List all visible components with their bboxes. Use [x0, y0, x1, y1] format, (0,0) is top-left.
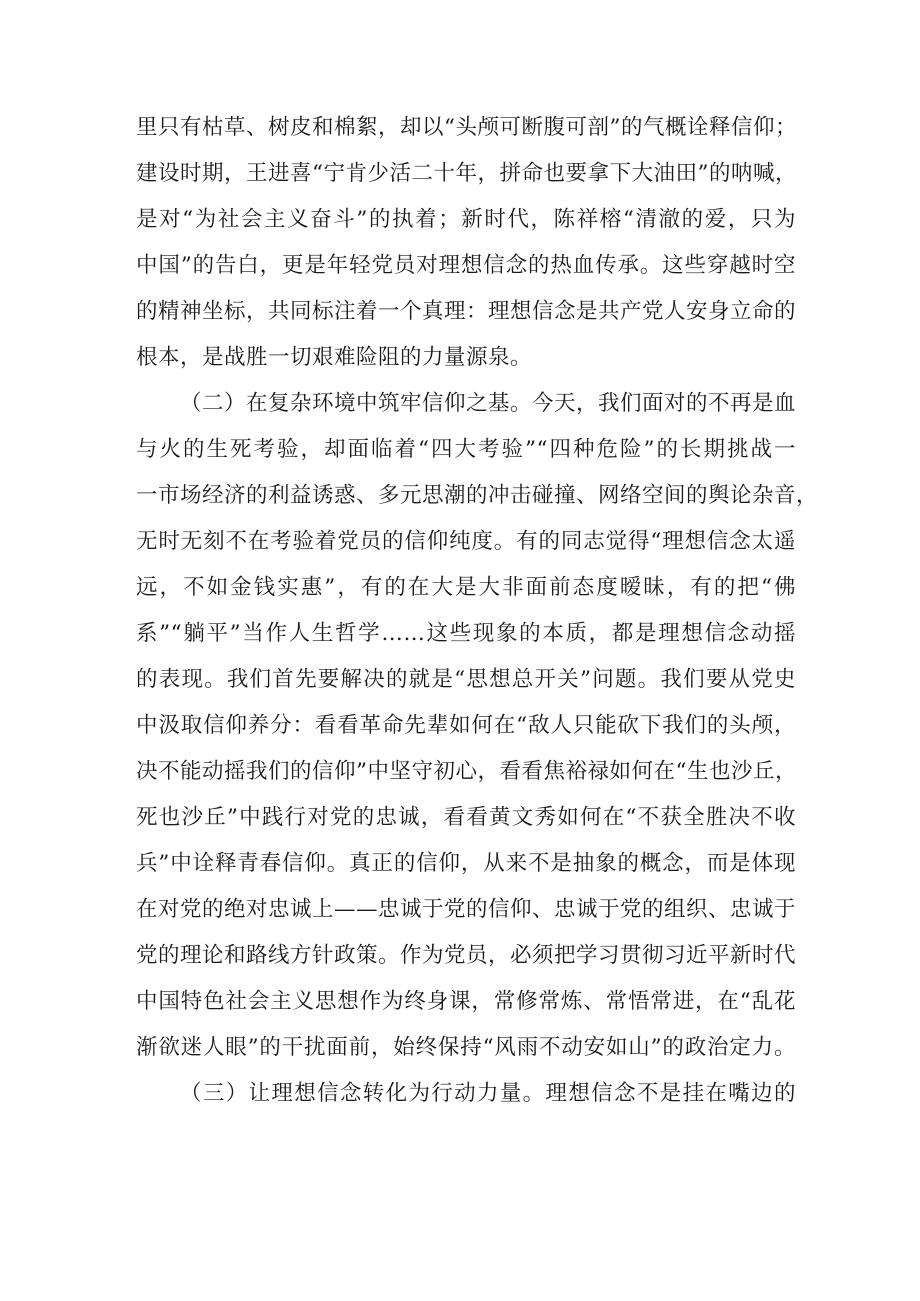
paragraph-2-line-13: 党的理论和路线方针政策。作为党员，必须把学习贯彻习近平新时代 [136, 943, 797, 968]
paragraph-2-line-7: 的表现。我们首先要解决的就是“思想总开关”问题。我们要从党史 [136, 667, 796, 692]
paragraph-2-line-3: 一市场经济的利益诱惑、多元思潮的冲击碰撞、网络空间的舆论杂音， [136, 483, 819, 508]
paragraph-2-line-11: 兵”中诠释青春信仰。真正的信仰，从来不是抽象的概念，而是体现 [136, 851, 796, 876]
paragraph-2-line-4: 无时无刻不在考验着党员的信仰纯度。有的同志觉得“理想信念太遥 [136, 529, 796, 554]
paragraph-2-line-10: 死也沙丘”中践行对党的忠诚，看看黄文秀如何在“不获全胜决不收 [136, 805, 796, 830]
paragraph-2-line-8: 中汲取信仰养分：看看革命先辈如何在“敌人只能砍下我们的头颅， [136, 713, 796, 738]
paragraph-2-line-6: 系”“躺平”当作人生哲学……这些现象的本质，都是理想信念动摇 [136, 621, 796, 646]
paragraph-1-line-3: 是对“为社会主义奋斗”的执着；新时代，陈祥榕“清澈的爱，只为 [136, 207, 796, 232]
paragraph-1-line-1: 里只有枯草、树皮和棉絮，却以“头颅可断腹可剖”的气概诠释信仰； [136, 115, 797, 140]
paragraph-2-heading-line: （二）在复杂环境中筑牢信仰之基。今天，我们面对的不再是血 [180, 391, 797, 416]
paragraph-2-line-14: 中国特色社会主义思想作为终身课，常修常炼、常悟常进，在“乱花 [136, 989, 796, 1014]
paragraph-2-line-12: 在对党的绝对忠诚上——忠诚于党的信仰、忠诚于党的组织、忠诚于 [136, 897, 797, 922]
paragraph-1-line-4: 中国”的告白，更是年轻党员对理想信念的热血传承。这些穿越时空 [136, 253, 796, 278]
paragraph-2-line-2: 与火的生死考验，却面临着“四大考验”“四种危险”的长期挑战一 [136, 437, 796, 462]
paragraph-3-heading-line: （三）让理想信念转化为行动力量。理想信念不是挂在嘴边的 [180, 1081, 796, 1106]
paragraph-1-line-5: 的精神坐标，共同标注着一个真理：理想信念是共产党人安身立命的 [136, 299, 797, 324]
paragraph-1-line-6: 根本，是战胜一切艰难险阻的力量源泉。 [136, 345, 533, 370]
paragraph-1-line-2: 建设时期，王进喜“宁肯少活二十年，拼命也要拿下大油田”的呐喊， [136, 161, 797, 186]
paragraph-2-line-9: 决不能动摇我们的信仰”中坚守初心，看看焦裕禄如何在“生也沙丘， [136, 759, 797, 784]
paragraph-2-line-15: 渐欲迷人眼”的干扰面前，始终保持“风雨不动安如山”的政治定力。 [136, 1035, 796, 1060]
paragraph-2-line-5: 远，不如金钱实惠”，有的在大是大非面前态度暧昧，有的把“佛 [136, 575, 796, 600]
